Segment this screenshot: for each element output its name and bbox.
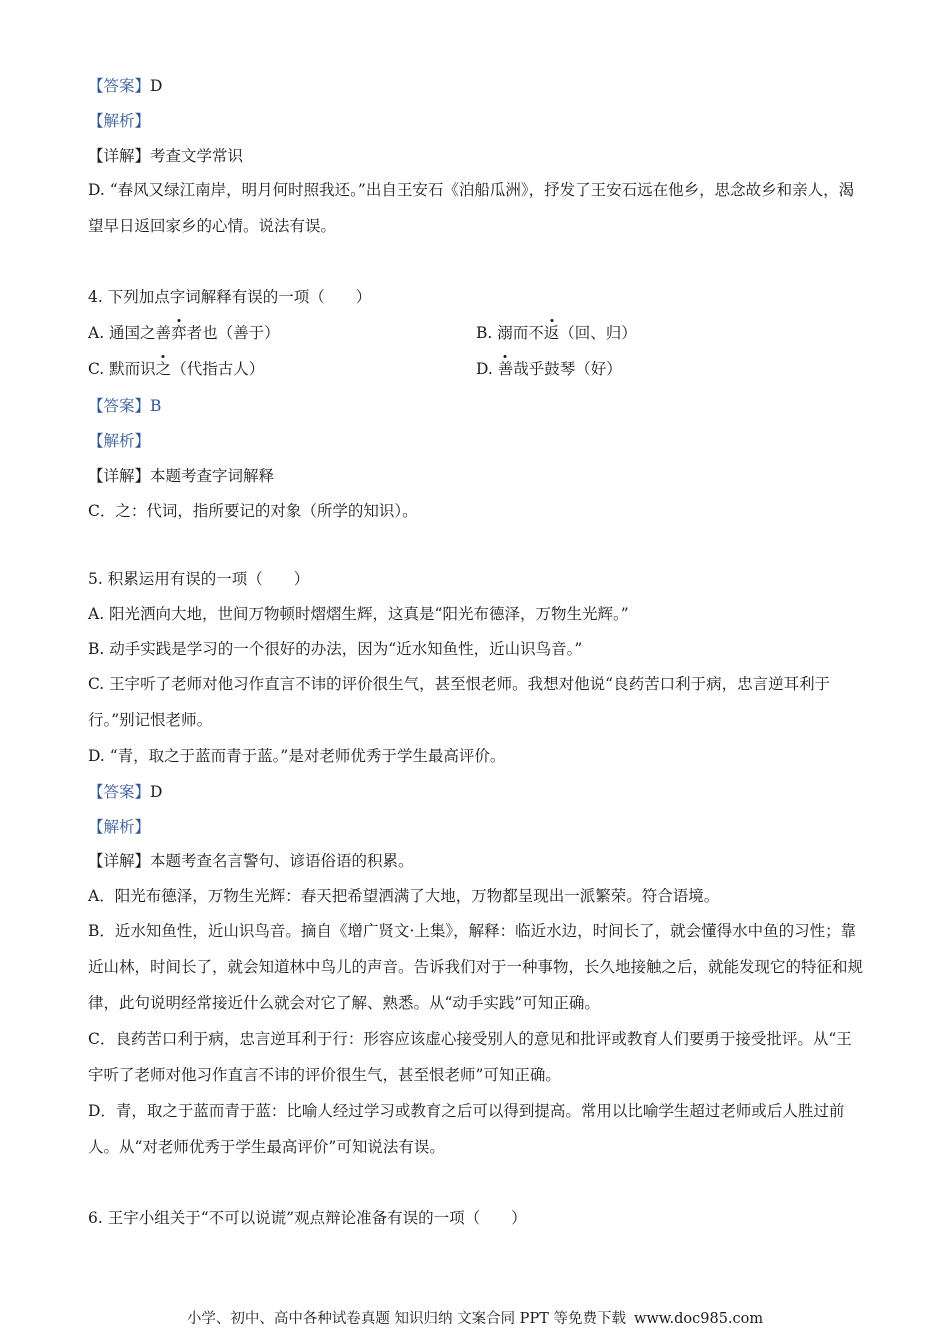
q5-answer-line — [88, 782, 162, 802]
answer-value: D — [150, 783, 163, 801]
option-text: 哉乎鼓琴（好） — [513, 360, 622, 378]
q3-body-text: D. “春风又绿江南岸，明月何时照我还。”出自王安石《泊船瓜洲》，抒发了王安石远在他乡，思念故乡和亲人，渴望早日返回家乡的心情。说法有误。 — [88, 181, 855, 235]
footer-text: 小学、初中、高中各种试卷真题 知识归纳 文案合同 PPT 等免费下载 — [186, 1311, 626, 1327]
dotted-char: 之 — [155, 360, 172, 378]
detail-tag: 【详解】 — [88, 147, 151, 165]
answer-tag: 【答案】 — [88, 77, 151, 95]
dotted-char: 返 — [543, 324, 560, 342]
q5-detail-line — [88, 851, 414, 871]
detail-tag: 【详解】 — [88, 467, 151, 485]
q5-option-b: B. 动手实践是学习的一个很好的办法，因为“近水知鱼性，近山识鸟音。” — [88, 640, 583, 658]
q4-option-c — [88, 359, 264, 379]
detail-text: 本题考查字词解释 — [150, 467, 275, 485]
q6-question: 6. 王宇小组关于“不可以说谎”观点辩论准备有误的一项（ ） — [88, 1209, 527, 1227]
option-text: C. 默而识 — [88, 360, 156, 378]
q4-option-a — [88, 323, 280, 343]
q5-explain-d: D．青，取之于蓝而青于蓝：比喻人经过学习或教育之后可以得到提高。常用以比喻学生超过老师或后人胜过前人。从“对老师优秀于学生最高评价”可知说法有误。 — [88, 1102, 845, 1156]
q3-answer-line — [88, 76, 162, 96]
q5-question: 5. 积累运用有误的一项（ ） — [88, 570, 310, 588]
answer-tag: 【答案】 — [88, 397, 151, 415]
q4-body-text: C．之：代词，指所要记的对象（所学的知识）。 — [88, 502, 418, 520]
option-text: （代指古人） — [171, 360, 265, 378]
detail-text: 考查文学常识 — [150, 147, 244, 165]
q5-explain-c: C．良药苦口利于病，忠言逆耳利于行：形容应该虚心接受别人的意见和批评或教育人们要勇于接受批评。从“王宇听了老师对他习作直言不讳的评价很生气，甚至恨老师”可知正确。 — [88, 1030, 852, 1084]
q4-answer-line — [88, 396, 161, 416]
option-text: （回、归） — [559, 324, 637, 342]
page-footer — [0, 1307, 950, 1328]
option-text: A. 通国之善 — [88, 324, 172, 342]
answer-value: B — [150, 397, 162, 415]
dotted-char: 弈 — [171, 324, 187, 342]
q4-option-b — [476, 323, 637, 343]
footer-site-link[interactable]: www.doc985.com — [633, 1311, 764, 1327]
q4-question: 4. 下列加点字词解释有误的一项（ ） — [88, 288, 372, 306]
q5-explain-a: A．阳光布德泽，万物生光辉：春天把希望洒满了大地，万物都呈现出一派繁荣。符合语境。 — [88, 887, 720, 905]
q5-option-c: C. 王宇听了老师对他习作直言不讳的评价很生气，甚至恨老师。我想对他说“良药苦口利于病，忠言逆耳利于行。”别记恨老师。 — [88, 675, 831, 729]
q4-option-d — [476, 359, 622, 379]
detail-text: 本题考查名言警句、谚语俗语的积累。 — [150, 852, 414, 870]
q5-explain-b: B．近水知鱼性，近山识鸟音。摘自《增广贤文·上集》，解释：临近水边，时间长了，就会懂得水中鱼的习性；靠近山林，时间长了，就会知道林中鸟儿的声音。告诉我们对于一种事物，长久地接触之后，就能发现它的特征和规律，此句说明经常接近什么就会对它了解、熟悉。从“动手实践”可知正确。 — [88, 922, 864, 1012]
answer-value: D — [150, 77, 163, 95]
q3-analysis-tag: 【解析】 — [88, 112, 151, 130]
option-text: B. 溺而不 — [476, 324, 544, 342]
q5-option-a: A. 阳光洒向大地，世间万物顿时熠熠生辉，这真是“阳光布德泽，万物生光辉。” — [88, 605, 629, 623]
q4-detail-line — [88, 466, 274, 486]
q4-analysis-tag: 【解析】 — [88, 432, 151, 450]
detail-tag: 【详解】 — [88, 852, 151, 870]
dotted-char: 善 — [497, 360, 514, 378]
answer-tag: 【答案】 — [88, 783, 151, 801]
q5-analysis-tag: 【解析】 — [88, 818, 151, 836]
option-text: D. — [476, 360, 498, 378]
q5-option-d: D. “青，取之于蓝而青于蓝。”是对老师优秀于学生最高评价。 — [88, 747, 506, 765]
q3-detail-line — [88, 146, 243, 166]
option-text: 者也（善于） — [186, 324, 280, 342]
